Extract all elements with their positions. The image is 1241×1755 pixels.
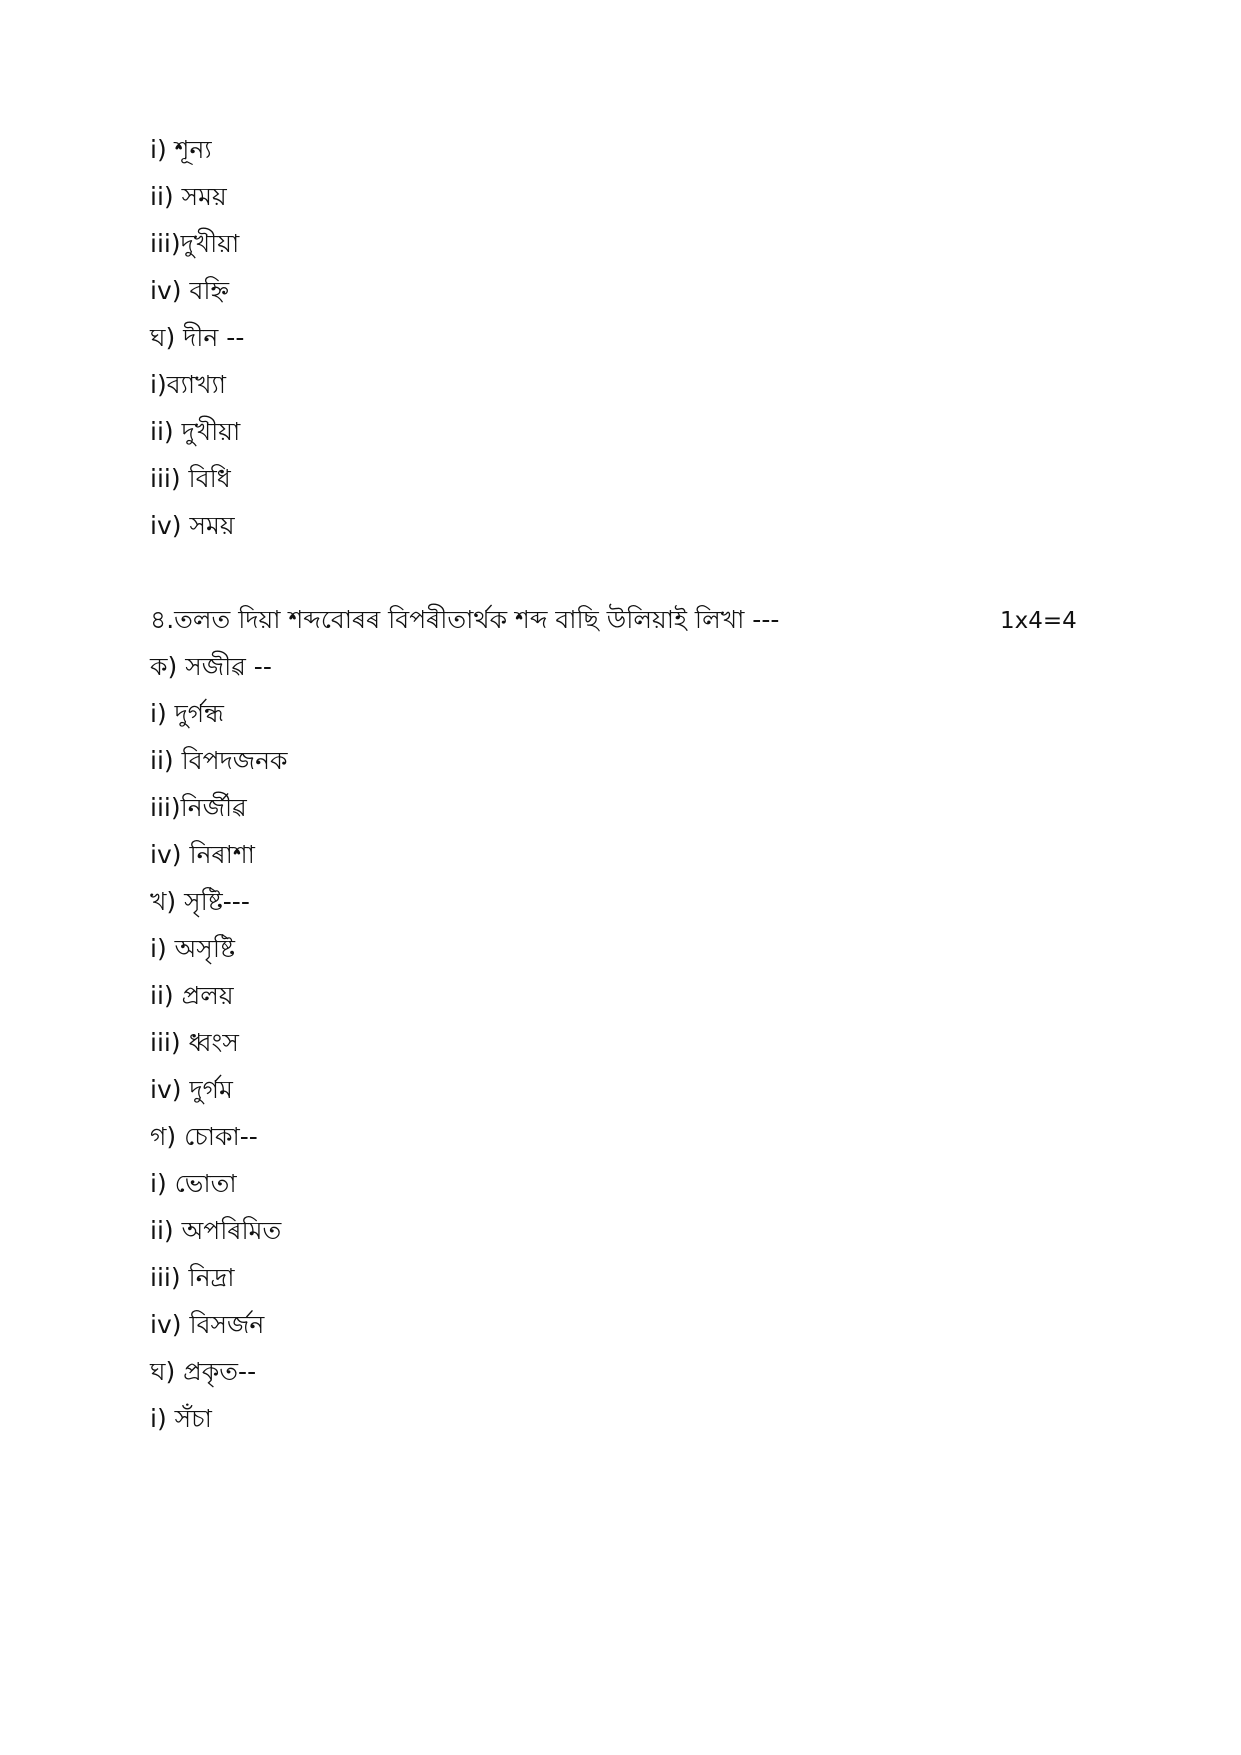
option-line: ii) অপৰিমিত: [150, 1216, 282, 1245]
marks-label: 1x4=4: [1000, 608, 1077, 634]
option-line: iii) বিধি: [150, 464, 231, 493]
option-line: iii) ধ্বংস: [150, 1028, 239, 1057]
option-line: i) দুৰ্গন্ধ: [150, 699, 224, 728]
option-line: iv) দুৰ্গম: [150, 1075, 233, 1104]
option-line: ii) বিপদজনক: [150, 746, 288, 775]
option-line: ii) দুখীয়া: [150, 417, 241, 446]
option-line: ii) প্ৰলয়: [150, 981, 234, 1010]
option-line: i) শূন্য: [150, 135, 212, 164]
option-line: i) অসৃষ্টি: [150, 934, 235, 963]
question-label: খ) সৃষ্টি---: [150, 887, 250, 916]
option-line: iv) বিসৰ্জন: [150, 1310, 265, 1339]
option-line: i)ব্যাখ্যা: [150, 370, 227, 399]
option-line: iii)নিৰ্জীৱ: [150, 793, 247, 822]
question-label: ক) সজীৱ --: [150, 652, 272, 681]
option-line: iv) বহ্নি: [150, 276, 230, 305]
option-line: iv) নিৰাশা: [150, 840, 255, 869]
question-label: ঘ) দীন --: [150, 323, 245, 352]
question-label: গ) চোকা--: [150, 1122, 258, 1151]
option-line: iii)দুখীয়া: [150, 229, 240, 258]
option-line: i) সঁচা: [150, 1404, 212, 1433]
section-heading: ৪.তলত দিয়া শব্দবোৰৰ বিপৰীতাৰ্থক শব্দ বাছি উলিয়াই লিখা ---: [150, 605, 780, 634]
option-line: iv) সময়: [150, 511, 235, 540]
question-label: ঘ) প্ৰকৃত--: [150, 1357, 257, 1386]
option-line: iii) নিদ্ৰা: [150, 1263, 235, 1292]
option-line: i) ভোতা: [150, 1169, 237, 1198]
option-line: ii) সময়: [150, 182, 227, 211]
